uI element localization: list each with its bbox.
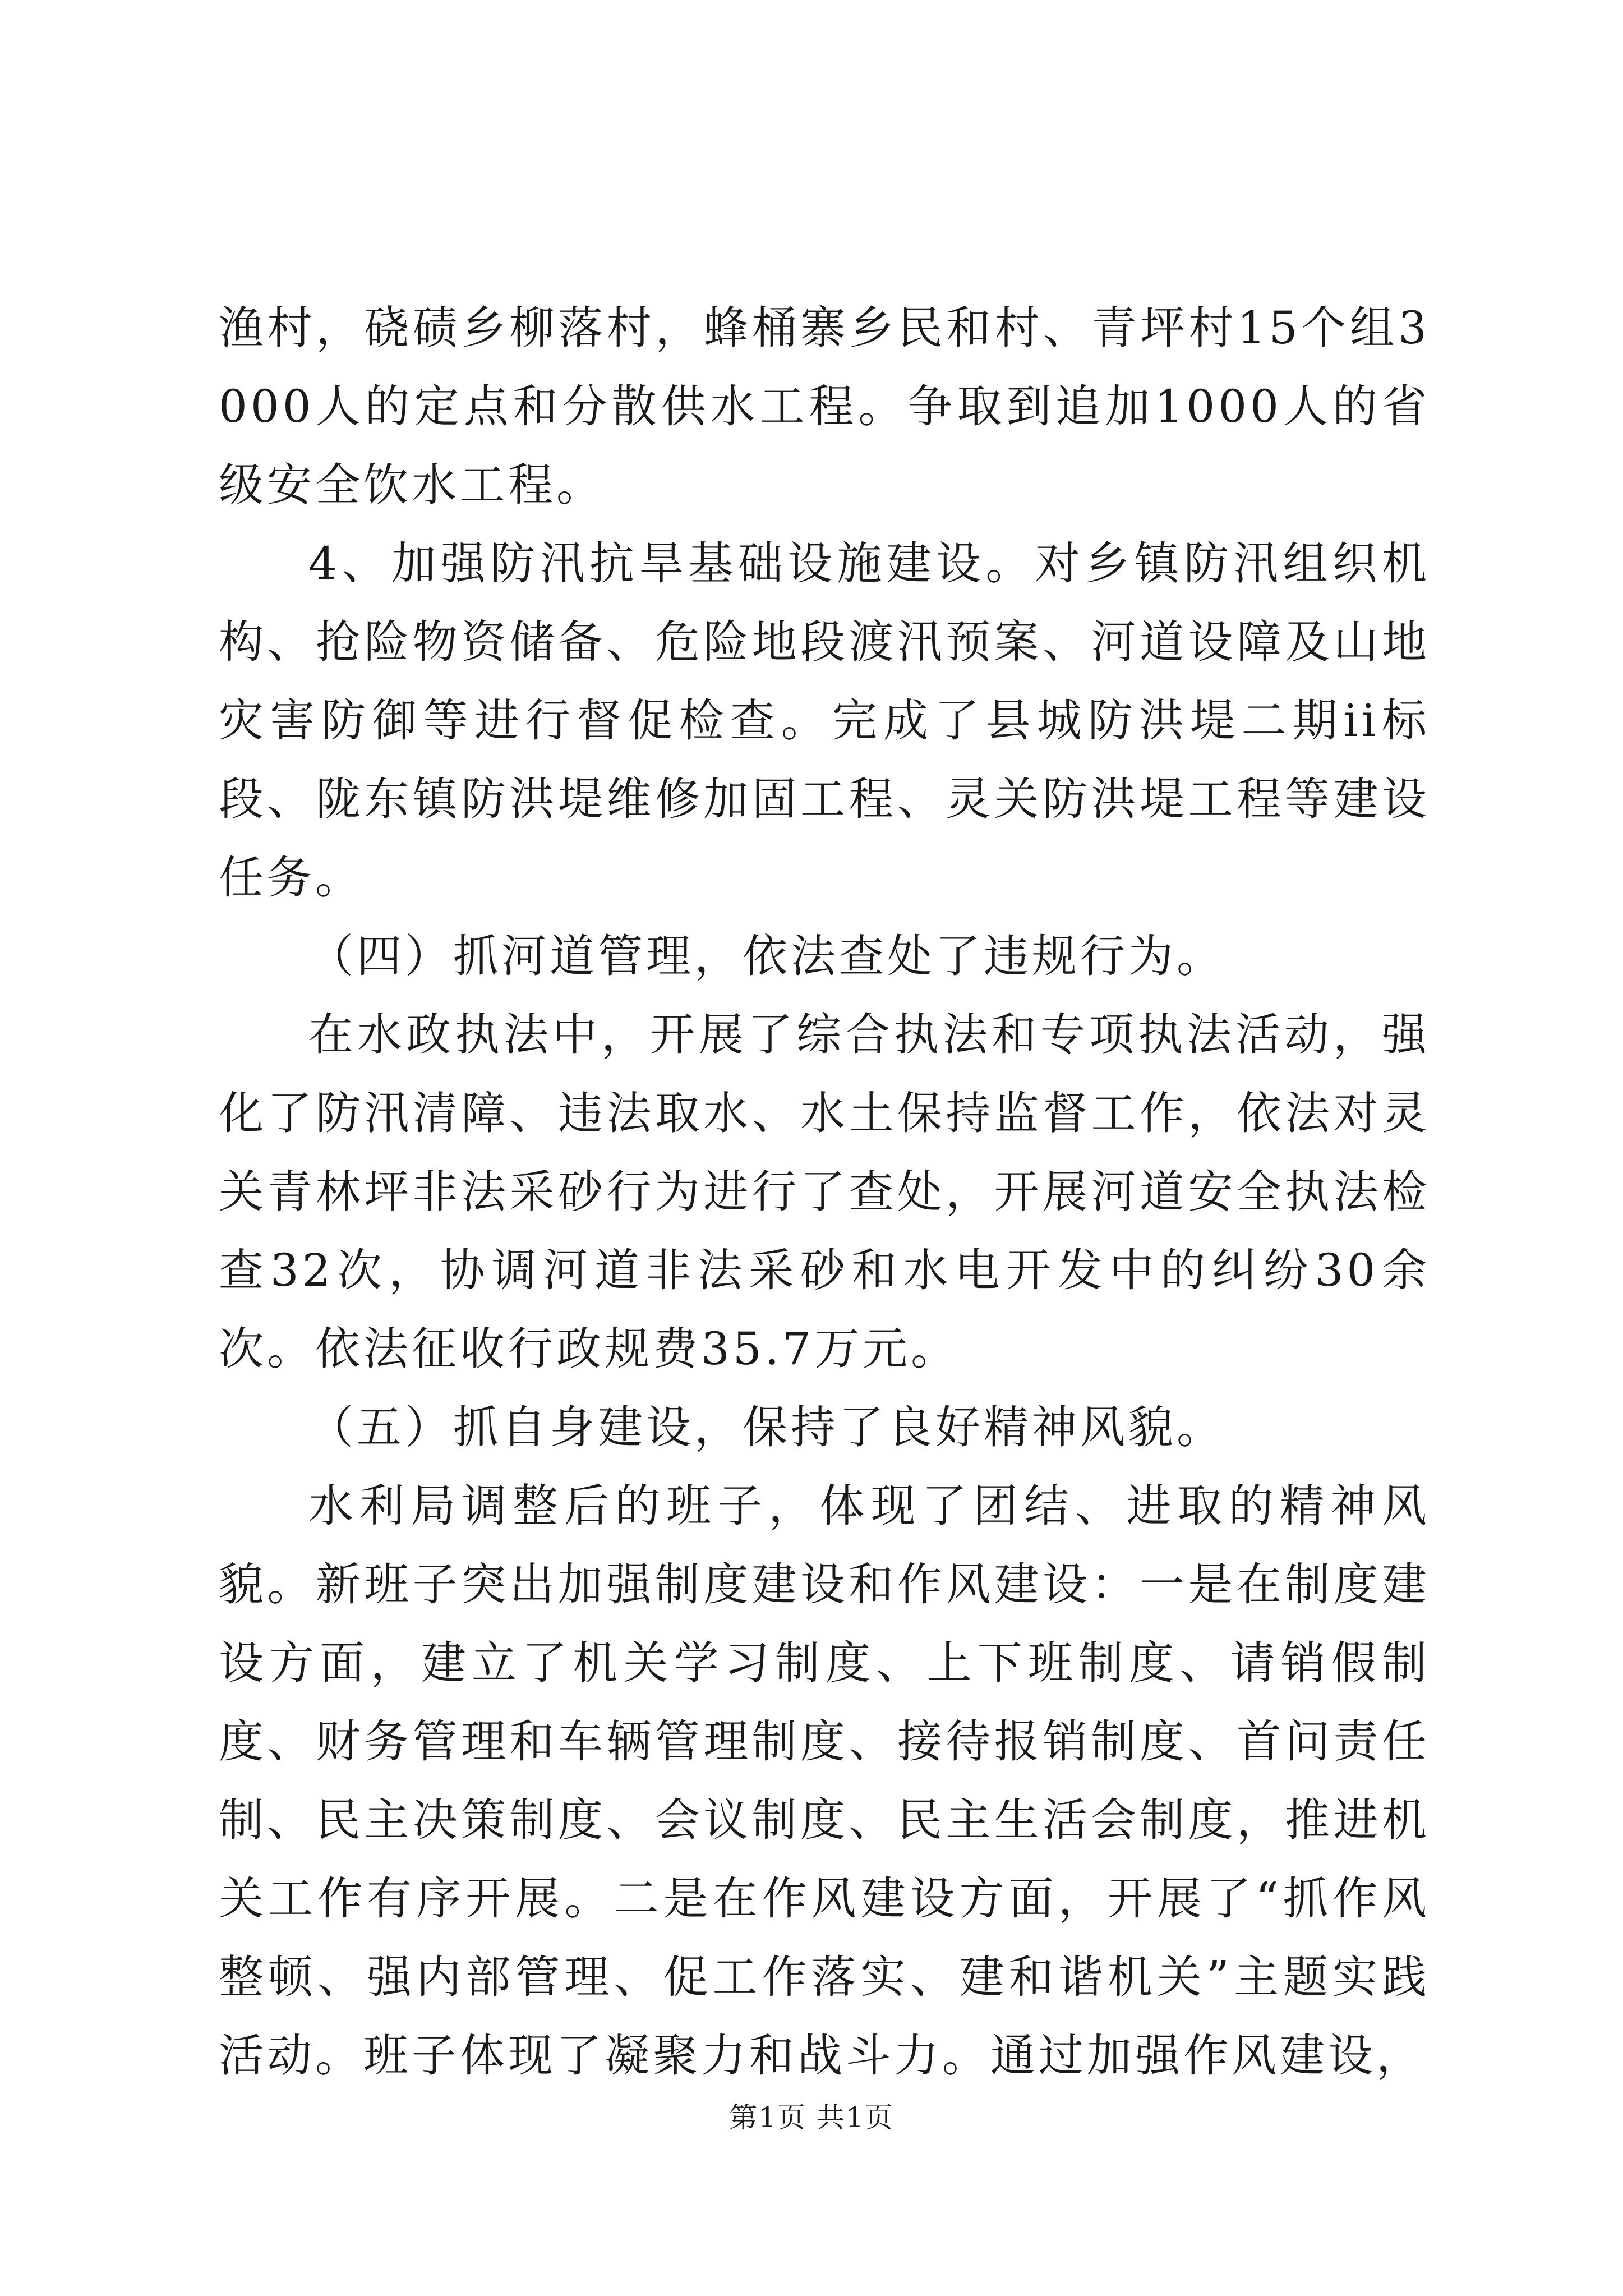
paragraph-flood-control-infrastructure: 4、加强防汛抗旱基础设施建设。对乡镇防汛组织机构、抢险物资储备、危险地段渡汛预案、河道设障及山地灾害防御等进行督促检查。完成了县城防洪堤二期ii标段、陇东镇防洪堤维修加固工程、灵关防洪堤工程等建设任务。	[219, 537, 1430, 904]
paragraph-team-building: 水利局调整后的班子，体现了团结、进取的精神风貌。新班子突出加强制度建设和作风建设：一是在制度建设方面，建立了机关学习制度、上下班制度、请销假制度、财务管理和车辆管理制度、接待报销制度、首问责任制、民主决策制度、会议制度、民主生活会制度，推进机关工作有序开展。二是在作风建设方面，开展了“抓作风整顿、强内部管理、促工作落实、建和谐机关”主题实践活动。班子体现了凝聚力和战斗力。通过加强作风建设，	[219, 1480, 1430, 2082]
page-number-footer: 第1页 共1页	[729, 2101, 894, 2134]
paragraph-water-supply-continuation: 渔村，硗碛乡柳落村，蜂桶寨乡民和村、青坪村15个组3000人的定点和分散供水工程。争取到追加1000人的省级安全饮水工程。	[219, 302, 1430, 511]
paragraph-water-law-enforcement: 在水政执法中，开展了综合执法和专项执法活动，强化了防汛清障、违法取水、水土保持监督工作，依法对灵关青林坪非法采砂行为进行了查处，开展河道安全执法检查32次，协调河道非法采砂和水电开发中的纠纷30余次。依法征收行政规费35.7万元。	[219, 1009, 1430, 1375]
section-heading-self-construction: （五）抓自身建设，保持了良好精神风貌。	[308, 1401, 1225, 1453]
document-body	[219, 289, 1430, 2095]
section-heading-river-management: （四）抓河道管理，依法查处了违规行为。	[308, 930, 1225, 982]
